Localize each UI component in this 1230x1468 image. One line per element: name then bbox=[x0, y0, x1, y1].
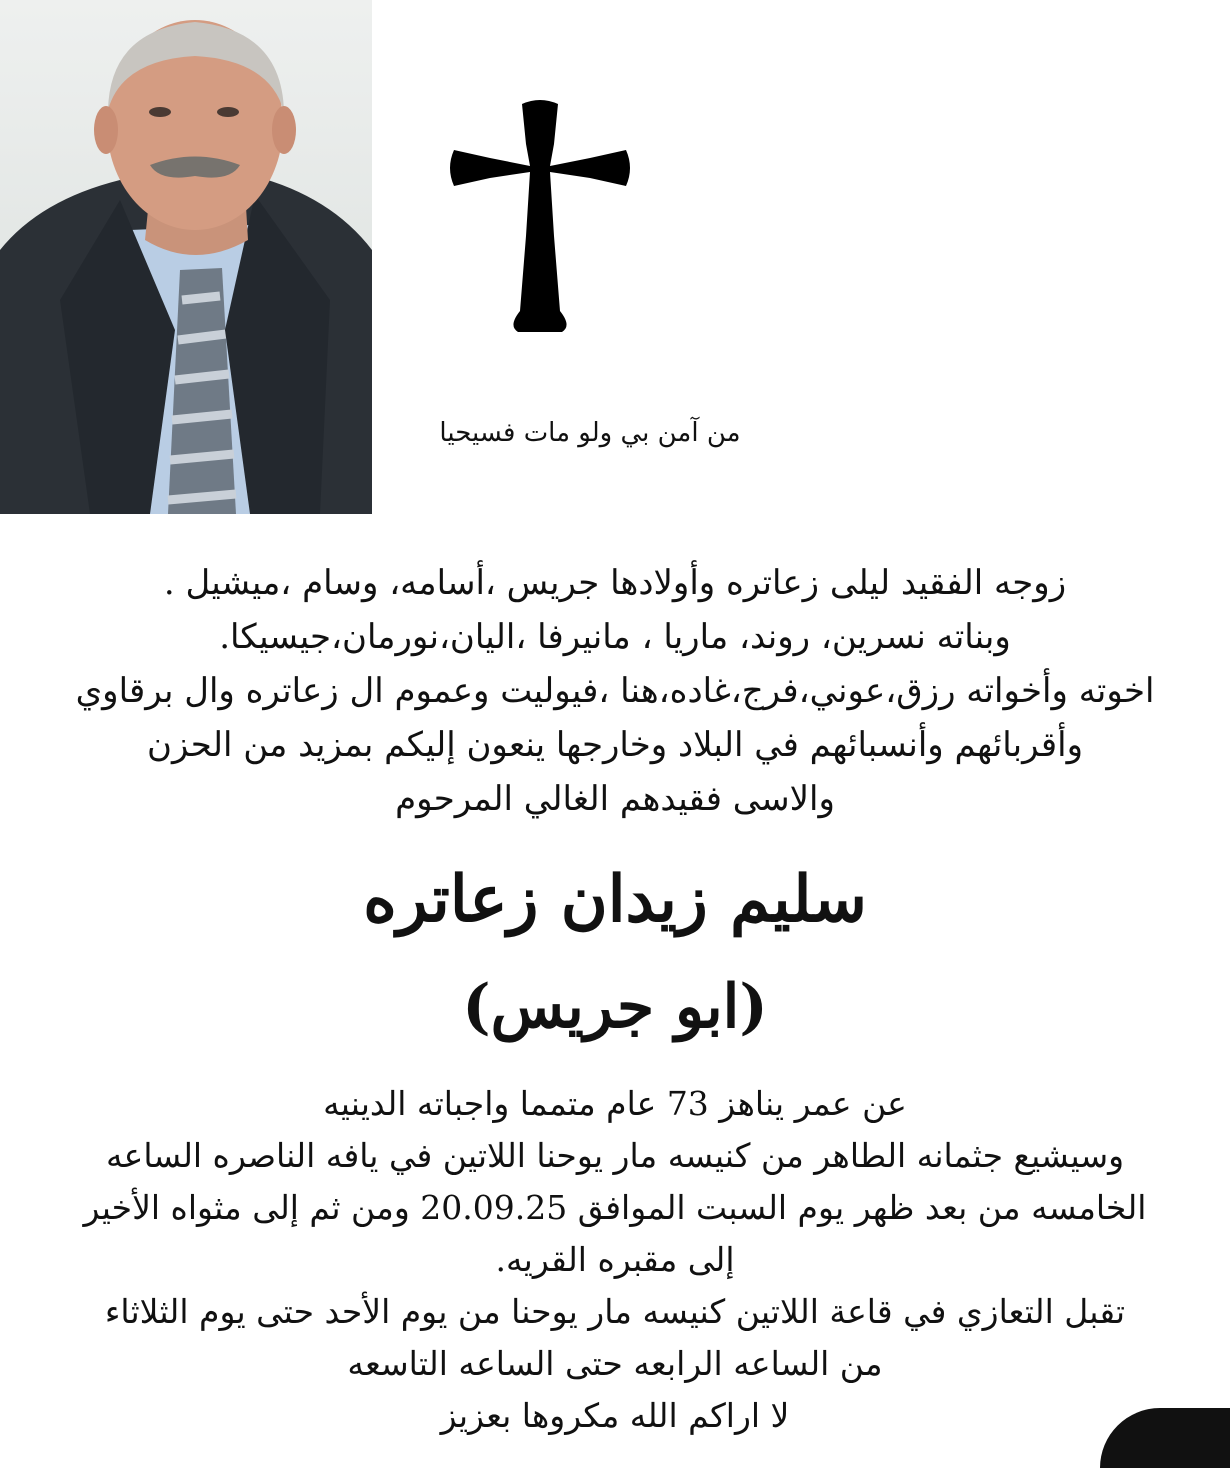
details-line: من الساعه الرابعه حتى الساعه التاسعه bbox=[347, 1344, 883, 1383]
details-line: تقبل التعازي في قاعة اللاتين كنيسه مار يوحنا من يوم الأحد حتى يوم الثلاثاء bbox=[104, 1292, 1126, 1331]
family-announcement bbox=[20, 556, 1210, 826]
deceased-name: سليم زيدان زعاتره bbox=[363, 862, 867, 937]
family-line: زوجه الفقيد ليلى زعاتره وأولادها جريس ،أسامه، وسام ،ميشيل . bbox=[163, 563, 1067, 603]
family-line: والاسى فقيدهم الغالي المرحوم bbox=[395, 779, 835, 819]
family-line: وأقربائهم وأنسبائهم في البلاد وخارجها ينعون إليكم بمزيد من الحزن bbox=[146, 725, 1083, 765]
details-line: عن عمر يناهز 73 عام متمما واجباته الدينيه bbox=[323, 1084, 907, 1123]
deceased-photo bbox=[0, 0, 372, 514]
details-line: إلى مقبره القريه. bbox=[495, 1240, 735, 1279]
details-line: الخامسه من بعد ظهر يوم السبت الموافق 20.09.25 ومن ثم إلى مثواه الأخير bbox=[83, 1188, 1147, 1227]
scripture-quote: من آمن بي ولو مات فسيحيا bbox=[439, 418, 741, 448]
details-line: لا اراكم الله مكروها بعزيز bbox=[440, 1396, 790, 1435]
deceased-nickname: (ابو جريس) bbox=[462, 972, 768, 1042]
details-line: وسيشيع جثمانه الطاهر من كنيسه مار يوحنا اللاتين في يافه الناصره الساعه bbox=[105, 1136, 1125, 1175]
family-line: وبناته نسرين، روند، ماريا ، مانيرفا ،اليان،نورمان،جيسيكا. bbox=[219, 617, 1011, 657]
funeral-details bbox=[20, 1078, 1210, 1442]
family-line: اخوته وأخواته رزق،عوني،فرج،غاده،هنا ،فيوليت وعموم ال زعاتره وال برقاوي bbox=[75, 671, 1155, 711]
cross-icon bbox=[450, 96, 630, 336]
